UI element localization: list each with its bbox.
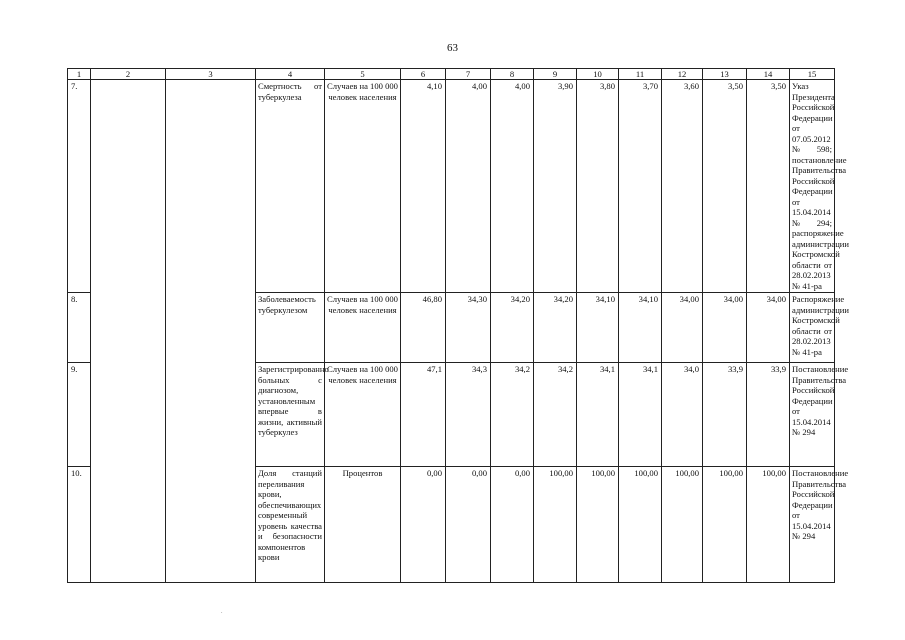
value-cell: 34,10 (577, 293, 619, 363)
value-cell: 34,1 (619, 363, 662, 467)
header-cell: 7 (446, 69, 491, 80)
value-cell: 34,20 (534, 293, 577, 363)
value-cell: 3,50 (747, 80, 790, 293)
empty-cell-col3 (166, 80, 256, 583)
header-cell: 8 (491, 69, 534, 80)
legal-basis: Постановление Правительства Российской Федерации от 15.04.2014 № 294 (790, 363, 835, 467)
value-cell: 100,00 (747, 467, 790, 583)
value-cell: 100,00 (619, 467, 662, 583)
indicator-name: Заболеваемость туберкулезом (256, 293, 325, 363)
indicator-name: Смертность от туберкулеза (256, 80, 325, 293)
header-cell: 5 (325, 69, 401, 80)
value-cell: 100,00 (534, 467, 577, 583)
value-cell: 0,00 (491, 467, 534, 583)
value-cell: 3,90 (534, 80, 577, 293)
value-cell: 0,00 (401, 467, 446, 583)
legal-basis: Постановление Правительства Российской Федерации от 15.04.2014 № 294 (790, 467, 835, 583)
value-cell: 34,10 (619, 293, 662, 363)
value-cell: 34,2 (491, 363, 534, 467)
value-cell: 34,30 (446, 293, 491, 363)
value-cell: 34,00 (703, 293, 747, 363)
row-number: 10. (68, 467, 91, 583)
header-cell: 4 (256, 69, 325, 80)
header-cell: 11 (619, 69, 662, 80)
value-cell: 100,00 (662, 467, 703, 583)
row-number: 9. (68, 363, 91, 467)
value-cell: 100,00 (703, 467, 747, 583)
value-cell: 34,00 (747, 293, 790, 363)
value-cell: 46,80 (401, 293, 446, 363)
value-cell: 3,50 (703, 80, 747, 293)
value-cell: 3,80 (577, 80, 619, 293)
header-cell: 6 (401, 69, 446, 80)
unit-cell: Процентов (325, 467, 401, 583)
header-cell: 3 (166, 69, 256, 80)
row-number: 8. (68, 293, 91, 363)
header-cell: 12 (662, 69, 703, 80)
table-row (68, 80, 835, 293)
header-cell: 2 (91, 69, 166, 80)
value-cell: 34,0 (662, 363, 703, 467)
header-cell: 14 (747, 69, 790, 80)
legal-basis: Указ Президента Российской Федерации от 07.05.2012 № 598; постановление Правительства Российской Федерации от 15.04.2014 № 294; распоряжение администрации Костромской области от 28.02.2013 № 41-ра (790, 80, 835, 293)
value-cell: 47,1 (401, 363, 446, 467)
header-cell: 9 (534, 69, 577, 80)
header-row (68, 69, 835, 80)
header-cell: 15 (790, 69, 835, 80)
unit-cell: Случаев на 100 000 человек населения (325, 293, 401, 363)
value-cell: 33,9 (747, 363, 790, 467)
value-cell: 34,3 (446, 363, 491, 467)
value-cell: 34,1 (577, 363, 619, 467)
indicator-name: Зарегистрированно больных с диагнозом, установленным впервые в жизни, активный туберкулез (256, 363, 325, 467)
value-cell: 0,00 (446, 467, 491, 583)
value-cell: 4,00 (446, 80, 491, 293)
header-cell: 1 (68, 69, 91, 80)
indicator-name: Доля станций переливания крови, обеспечивающих современный уровень качества и безопасности компонентов крови (256, 467, 325, 583)
empty-cell-col2 (91, 80, 166, 583)
value-cell: 3,70 (619, 80, 662, 293)
value-cell: 34,00 (662, 293, 703, 363)
value-cell: 34,20 (491, 293, 534, 363)
value-cell: 100,00 (577, 467, 619, 583)
value-cell: 34,2 (534, 363, 577, 467)
unit-cell: Случаев на 100 000 человек населения (325, 80, 401, 293)
value-cell: 4,00 (491, 80, 534, 293)
value-cell: 3,60 (662, 80, 703, 293)
page-number: 63 (447, 42, 458, 54)
legal-basis: Распоряжение администрации Костромской области от 28.02.2013 № 41-ра (790, 293, 835, 363)
row-number: 7. (68, 80, 91, 293)
indicators-table (67, 68, 850, 583)
header-cell: 10 (577, 69, 619, 80)
stray-mark: . (221, 609, 223, 615)
unit-cell: Случаев на 100 000 человек населения (325, 363, 401, 467)
value-cell: 33,9 (703, 363, 747, 467)
header-cell: 13 (703, 69, 747, 80)
value-cell: 4,10 (401, 80, 446, 293)
